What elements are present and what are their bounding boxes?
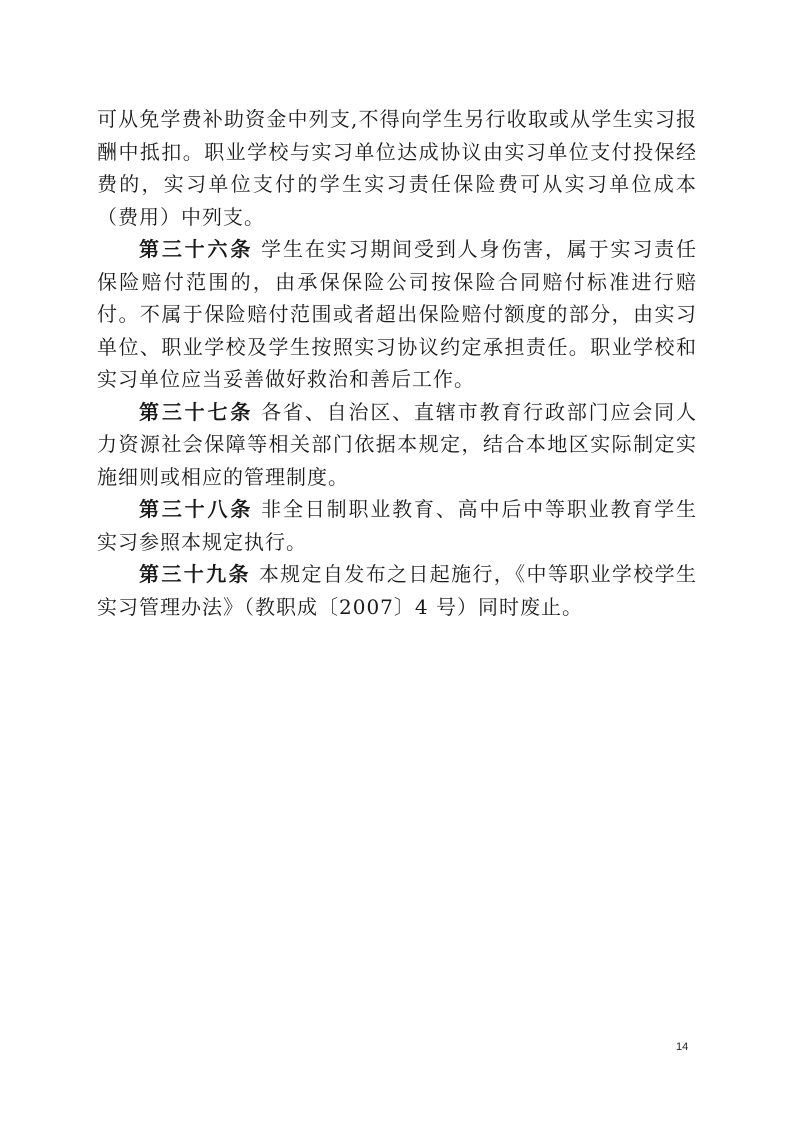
article-38: [97, 493, 697, 558]
document-body: [97, 103, 697, 623]
article-text: 本规定自发布之日起施行，《中等职业学校学生实习管理办法》（教职成〔2007〕4 号）同时废止。: [97, 562, 698, 619]
article-heading: 第三十八条: [139, 497, 254, 521]
article-37: [97, 396, 697, 494]
article-39: [97, 558, 697, 623]
page-number: 14: [676, 1041, 689, 1053]
article-heading: 第三十九条: [139, 562, 251, 586]
paragraph-continuation: [97, 103, 697, 233]
article-heading: 第三十七条: [139, 399, 254, 424]
article-text: 学生在实习期间受到人身伤害，属于实习责任保险赔付范围的，由承保保险公司按保险合同赔付标准进行赔付。不属于保险赔付范围或者超出保险赔付额度的部分，由实习单位、职业学校及学生按照实习协议约定承担责任。职业学校和实习单位应当妥善做好救治和善后工作。: [97, 237, 698, 391]
article-heading: 第三十六条: [139, 237, 254, 261]
article-36: [97, 233, 697, 396]
article-text: 非全日制职业教育、高中后中等职业教育学生实习参照本规定执行。: [97, 497, 698, 554]
article-text: 各省、自治区、直辖市教育行政部门应会同人力资源社会保障等相关部门依据本规定，结合本地区实际制定实施细则或相应的管理制度。: [97, 399, 698, 489]
paragraph-text: 可从免学费补助资金中列支,不得向学生另行收取或从学生实习报酬中抵扣。职业学校与实习单位达成协议由实习单位支付投保经费的，实习单位支付的学生实习责任保险费可从实习单位成本（费用）中列支。: [97, 107, 697, 229]
